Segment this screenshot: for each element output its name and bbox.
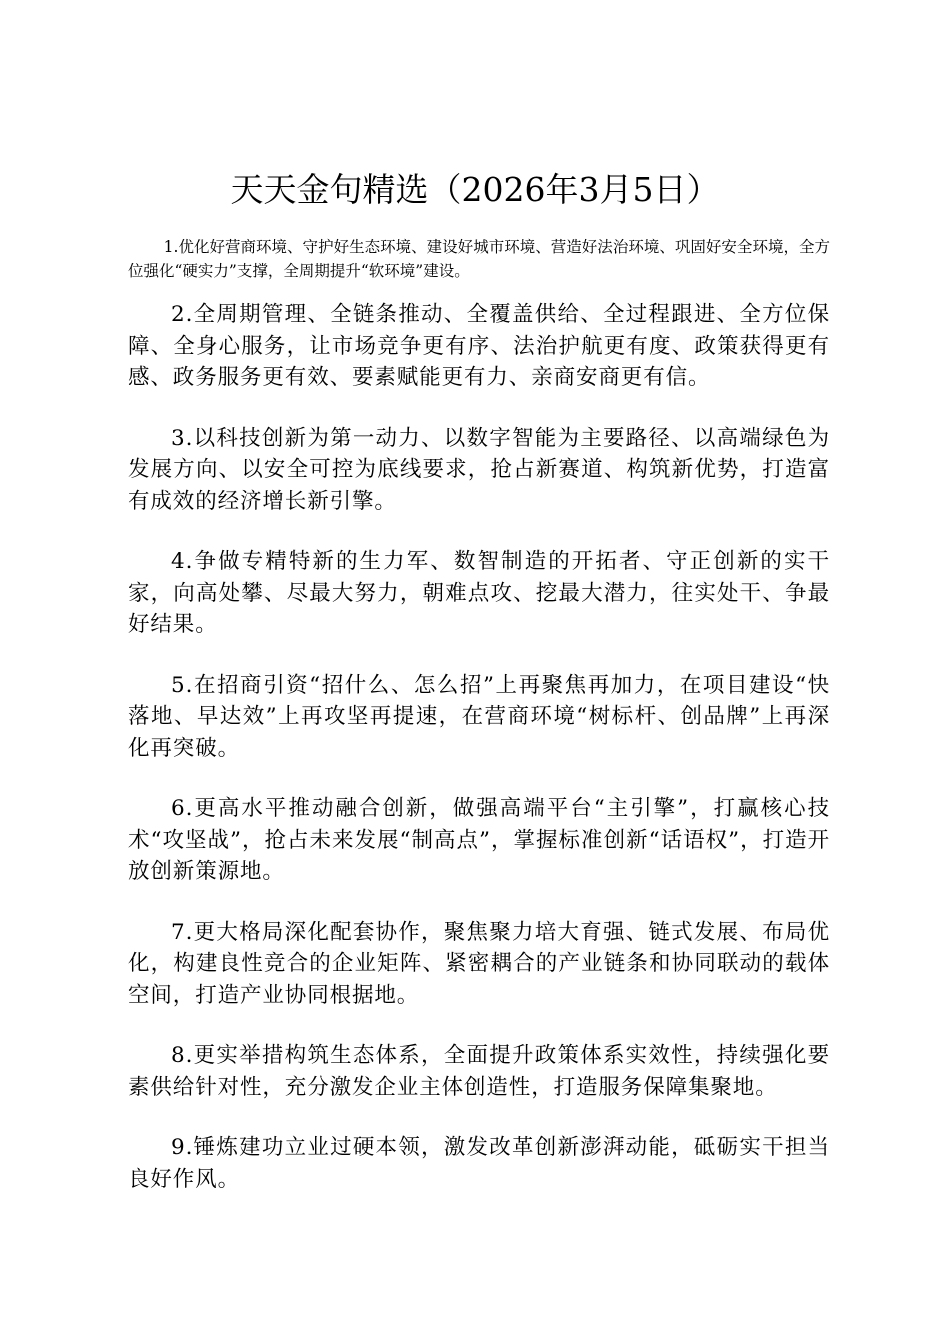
document-title: 天天金句精选（2026年3月5日）: [230, 170, 720, 209]
paragraph-8: 8.更实举措构筑生态体系，全面提升政策体系实效性，持续强化要素供给针对性，充分激发企业主体创造性，打造服务保障集聚地。: [128, 1043, 830, 1100]
paragraph-2: 2.全周期管理、全链条推动、全覆盖供给、全过程跟进、全方位保障、全身心服务，让市场竞争更有序、法治护航更有度、政策获得更有感、政务服务更有效、要素赋能更有力、亲商安商更有信。: [128, 302, 830, 390]
paragraph-7: 7.更大格局深化配套协作，聚焦聚力培大育强、链式发展、布局优化，构建良性竞合的企业矩阵、紧密耦合的产业链条和协同联动的载体空间，打造产业协同根据地。: [128, 919, 830, 1008]
paragraph-6: 6.更高水平推动融合创新，做强高端平台“主引擎”，打赢核心技术“攻坚战”，抢占未来发展“制高点”，掌握标准创新“话语权”，打造开放创新策源地。: [128, 796, 830, 884]
paragraph-5: 5.在招商引资“招什么、怎么招”上再聚焦再加力，在项目建设“快落地、早达效”上再攻坚再提速，在营商环境“树标杆、创品牌”上再深化再突破。: [128, 672, 830, 761]
paragraph-9: 9.锤炼建功立业过硬本领，激发改革创新澎湃动能，砥砺实干担当良好作风。: [128, 1135, 830, 1192]
paragraph-1: 1.优化好营商环境、守护好生态环境、建设好城市环境、营造好法治环境、巩固好安全环境，全方位强化“硬实力”支撑，全周期提升“软环境”建设。: [128, 238, 830, 280]
document-body: [128, 235, 830, 1224]
paragraph-4: 4.争做专精特新的生力军、数智制造的开拓者、守正创新的实干家，向高处攀、尽最大努力，朝难点攻、挖最大潜力，往实处干、争最好结果。: [128, 549, 830, 637]
paragraph-3: 3.以科技创新为第一动力、以数字智能为主要路径、以高端绿色为发展方向、以安全可控为底线要求，抢占新赛道、构筑新优势，打造富有成效的经济增长新引擎。: [128, 425, 830, 514]
